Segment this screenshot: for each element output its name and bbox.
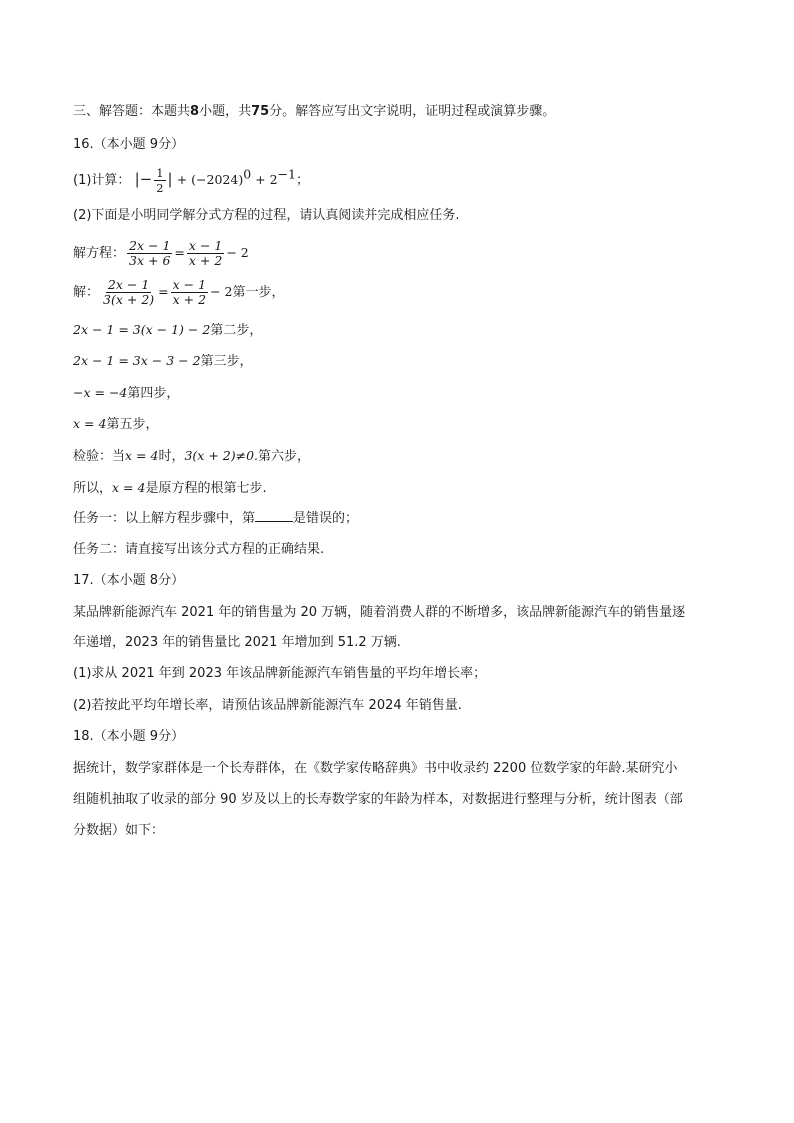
step-1: 解： $\frac{2x - 1}{3(x + 2)}$ = $\frac{x - 1}{x + 2}$ − 2第一步， (73, 277, 285, 307)
abs-left: |− (134, 170, 153, 188)
q18-line-3: 分数据）如下： (73, 823, 165, 838)
step-4: −x = −4第四步， (73, 385, 180, 401)
step-6: 检验：当x = 4时，3(x + 2)≠0.第六步， (73, 448, 311, 464)
abs-right: | (167, 170, 173, 188)
q16-part1-label: (1)计算： (73, 173, 131, 188)
task-2: 任务二：请直接写出该分式方程的正确结果. (73, 542, 325, 557)
answer-blank[interactable] (255, 509, 293, 522)
q17-line-2: 年递增，2023 年的销售量比 2021 年增加到 51.2 万辆. (73, 635, 401, 650)
q17-line-1: 某品牌新能源汽车 2021 年的销售量为 20 万辆，随着消费人群的不断增多，该品牌新能源汽车的销售量逐 (73, 605, 686, 620)
q17-header: 17.（本小题 8分） (73, 573, 185, 588)
q16-header: 16.（本小题 9分） (73, 137, 185, 152)
heading-text-d: 解答应写出文字说明，证明过程或演算步骤。 (295, 104, 556, 119)
section-heading (73, 103, 555, 121)
q16-part2: (2)下面是小明同学解分式方程的过程，请认真阅读并完成相应任务. (73, 208, 460, 223)
step-2: 2x − 1 = 3(x − 1) − 2第二步， (73, 322, 263, 338)
step-7: 所以，x = 4是原方程的根第七步. (73, 480, 267, 496)
solution-label: 解： (73, 285, 100, 300)
q18-header: 18.（本小题 9分） (73, 729, 185, 744)
heading-points: 75 (251, 104, 270, 119)
step-5: x = 4第五步， (73, 416, 159, 432)
q17-part2: (2)若按此平均年增长率，请预估该品牌新能源汽车 2024 年销售量. (73, 698, 462, 713)
fraction-half: $\frac{1}{2}$ (156, 166, 164, 195)
step1-right-fraction: $\frac{x - 1}{x + 2}$ (172, 277, 207, 307)
heading-text-a: 三、解答题：本题共 (73, 104, 191, 119)
task-1: 任务一：以上解方程步骤中，第 是错误的； (73, 511, 359, 526)
heading-text-b: 小题，共 (199, 104, 252, 119)
q18-line-1: 据统计，数学家群体是一个长寿群体，在《数学家传略辞典》书中收录约 2200 位数学家的年龄.某研究小 (73, 761, 678, 776)
q16-part1: (1)计算： |− $\frac{1}{2}$ | + $(-2024)^0 + 2^{-1}$； (73, 166, 309, 195)
eq-left-fraction: $\frac{2x - 1}{3x + 6}$ (129, 238, 171, 268)
q17-part1: (1)求从 2021 年到 2023 年该品牌新能源汽车销售量的平均年增长率； (73, 666, 487, 681)
solve-label: 解方程： (73, 246, 126, 261)
eq-right-fraction: $\frac{x - 1}{x + 2}$ (188, 238, 223, 268)
exponent-minus-one: −1 (277, 166, 296, 182)
step1-left-fraction: $\frac{2x - 1}{3(x + 2)}$ (103, 277, 155, 307)
power-base-two: + 2 (251, 172, 278, 187)
q18-line-2: 组随机抽取了收录的部分 90 岁及以上的长寿数学家的年龄为样本，对数据进行整理与分析，统计图表（部 (73, 792, 683, 807)
heading-count: 8 (190, 104, 200, 119)
exponent-zero: 0 (243, 166, 252, 182)
equation-line: 解方程： $\frac{2x - 1}{3x + 6}$ = $\frac{x - 1}{x + 2}$ − 2 (73, 238, 249, 268)
heading-text-c: 分。 (269, 104, 296, 119)
power-term: + (−2024) (176, 172, 244, 187)
step-3: 2x − 1 = 3x − 3 − 2第三步， (73, 353, 253, 369)
